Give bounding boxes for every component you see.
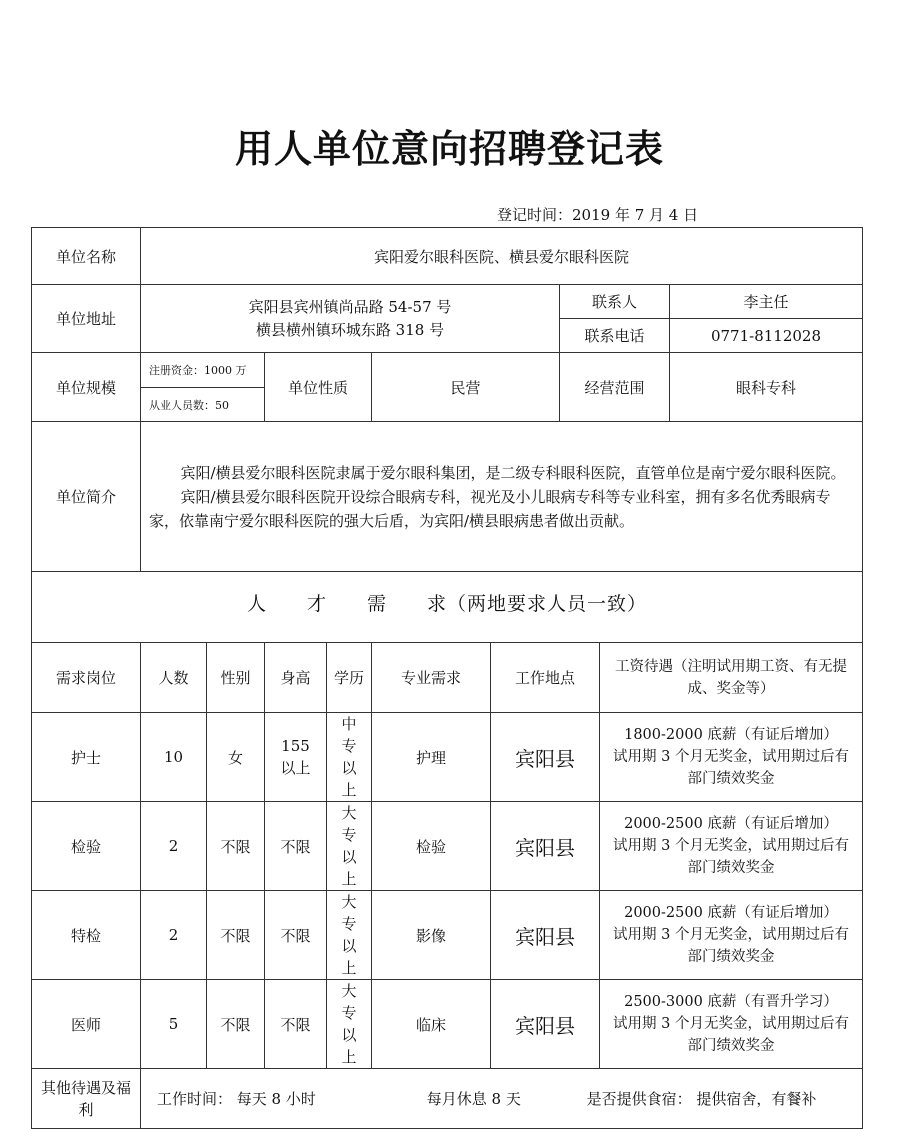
post-cell: 医师: [32, 980, 141, 1069]
header-education: 学历: [327, 643, 372, 713]
scale-row: [32, 353, 863, 388]
salary-cell: [600, 713, 863, 802]
phone-label: 联系电话: [560, 319, 670, 353]
post-cell: 检验: [32, 802, 141, 891]
unit-name-label: 单位名称: [32, 228, 141, 285]
table-row: [32, 802, 863, 891]
place-cell: 宾阳县: [491, 713, 600, 802]
salary-base: 2000-2500 底薪（有证后增加）: [624, 816, 838, 832]
salary-base: 2500-3000 底薪（有晋升学习）: [624, 994, 838, 1010]
unit-name-row: [32, 228, 863, 285]
gender-cell: 不限: [207, 980, 265, 1069]
header-place: 工作地点: [491, 643, 600, 713]
scale-label: 单位规模: [32, 353, 141, 422]
salary-base: 1800-2000 底薪（有证后增加）: [624, 727, 838, 743]
header-post: 需求岗位: [32, 643, 141, 713]
count-cell: 2: [141, 891, 207, 980]
header-salary: 工资待遇（注明试用期工资、有无提成、奖金等）: [600, 643, 863, 713]
registered-capital: 注册资金：1000 万: [141, 353, 265, 388]
height-cell: 不限: [265, 980, 327, 1069]
business-label: 经营范围: [560, 353, 670, 422]
business-value: 眼科专科: [670, 353, 863, 422]
intro-paragraph-2: 宾阳/横县爱尔眼科医院开设综合眼病专科，视光及小儿眼病专科等专业科室，拥有多名优秀眼病专家，依靠南宁爱尔眼科医院的强大后盾，为宾阳/横县眼病患者做出贡献。: [149, 487, 831, 530]
unit-address-row: [32, 285, 863, 319]
count-cell: 2: [141, 802, 207, 891]
education-cell: 大专以上: [327, 802, 372, 891]
table-row: [32, 713, 863, 802]
phone-value: 0771-8112028: [670, 319, 863, 353]
nature-label: 单位性质: [265, 353, 372, 422]
needs-title: 人 才 需 求（两地要求人员一致）: [32, 572, 863, 643]
unit-address-label: 单位地址: [32, 285, 141, 353]
place-cell: 宾阳县: [491, 802, 600, 891]
other-benefits-value: [141, 1069, 863, 1129]
header-count: 人数: [141, 643, 207, 713]
major-cell: 影像: [372, 891, 491, 980]
count-cell: 10: [141, 713, 207, 802]
intro-row: [32, 422, 863, 572]
address-line-2: 横县横州镇环城东路 318 号: [255, 320, 445, 339]
staff-count: 从业人员数：50: [141, 388, 265, 422]
page-title: 用人单位意向招聘登记表: [234, 127, 664, 171]
salary-note: 试用期 3 个月无奖金，试用期过后有部门绩效奖金: [613, 927, 849, 965]
major-cell: 临床: [372, 980, 491, 1069]
other-benefits-label: 其他待遇及福利: [32, 1069, 141, 1129]
education-cell: 大专以上: [327, 891, 372, 980]
needs-title-row: [32, 572, 863, 643]
nature-value: 民营: [372, 353, 560, 422]
intro-text: [141, 422, 863, 572]
height-cell: 不限: [265, 802, 327, 891]
education-cell: 大专以上: [327, 980, 372, 1069]
unit-name-value: 宾阳爱尔眼科医院、横县爱尔眼科医院: [141, 228, 863, 285]
place-cell: 宾阳县: [491, 980, 600, 1069]
salary-note: 试用期 3 个月无奖金，试用期过后有部门绩效奖金: [613, 1016, 849, 1054]
table-row: [32, 980, 863, 1069]
address-line-1: 宾阳县宾州镇尚品路 54-57 号: [248, 297, 452, 316]
salary-note: 试用期 3 个月无奖金，试用期过后有部门绩效奖金: [613, 838, 849, 876]
gender-cell: 不限: [207, 891, 265, 980]
gender-cell: 女: [207, 713, 265, 802]
salary-cell: [600, 802, 863, 891]
salary-cell: [600, 891, 863, 980]
major-cell: 检验: [372, 802, 491, 891]
header-major: 专业需求: [372, 643, 491, 713]
header-height: 身高: [265, 643, 327, 713]
height-cell: 不限: [265, 891, 327, 980]
contact-label: 联系人: [560, 285, 670, 319]
intro-label: 单位简介: [32, 422, 141, 572]
count-cell: 5: [141, 980, 207, 1069]
header-gender: 性别: [207, 643, 265, 713]
post-cell: 特检: [32, 891, 141, 980]
salary-cell: [600, 980, 863, 1069]
gender-cell: 不限: [207, 802, 265, 891]
header-row: [32, 643, 863, 713]
salary-base: 2000-2500 底薪（有证后增加）: [624, 905, 838, 921]
education-cell: 中专以上: [327, 713, 372, 802]
rest-days: 每月休息 8 天: [426, 1090, 521, 1108]
intro-paragraph-1: 宾阳/横县爱尔眼科医院隶属于爱尔眼科集团，是二级专科眼科医院，直管单位是南宁爱尔眼科医院。: [180, 463, 846, 482]
meals-lodging: 是否提供食宿： 提供宿舍，有餐补: [586, 1090, 817, 1108]
table-row: [32, 891, 863, 980]
place-cell: 宾阳县: [491, 891, 600, 980]
contact-value: 李主任: [670, 285, 863, 319]
work-time: 工作时间： 每天 8 小时: [157, 1090, 316, 1108]
height-cell: 155 以上: [265, 713, 327, 802]
other-benefits-row: [32, 1069, 863, 1129]
register-time: 登记时间：2019 年 7 月 4 日: [497, 206, 699, 224]
major-cell: 护理: [372, 713, 491, 802]
registration-table: [31, 227, 863, 1129]
post-cell: 护士: [32, 713, 141, 802]
salary-note: 试用期 3 个月无奖金，试用期过后有部门绩效奖金: [613, 749, 849, 787]
unit-address-value: [141, 285, 560, 353]
